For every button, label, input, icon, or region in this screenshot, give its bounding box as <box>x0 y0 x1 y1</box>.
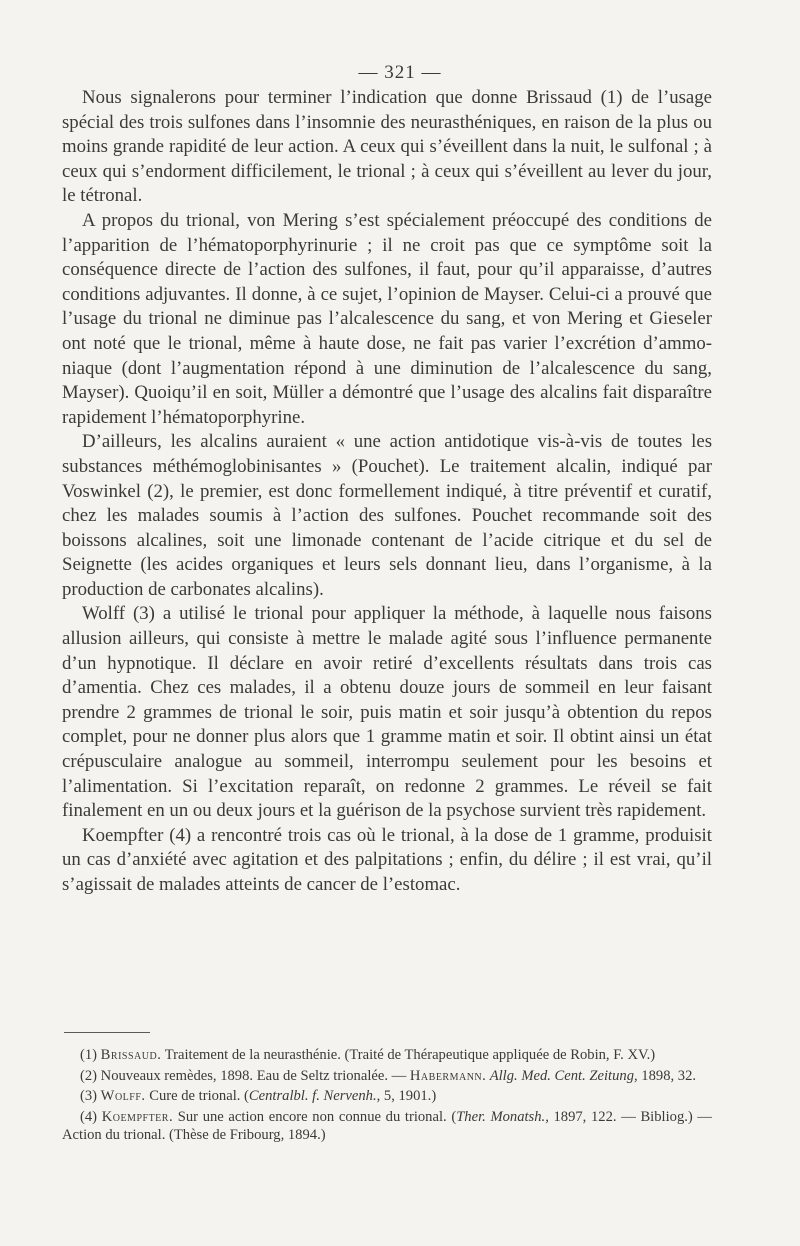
footnote-text: Cure de trional. ( <box>145 1088 249 1105</box>
footnote <box>62 1087 712 1106</box>
footnote-marker: (1) <box>80 1047 101 1063</box>
footnote-marker: (4) <box>80 1108 102 1125</box>
footnote-text: Nouveaux remèdes, 1898. Eau de Seltz trionalée. — <box>100 1067 410 1084</box>
footnote-marker: (3) <box>80 1088 101 1105</box>
paragraph: A propos du trional, von Mering s’est spécialement préoccupé des conditions de l’apparition de l’hématoporphyrinurie ; il ne croit pas que ce symptôme soit la conséquence directe de l’action des sulfones, il faut, pour qu’il apparaisse, d’autres conditions adjuvantes. Il donne, à ce sujet, l’opinion de Mayser. Celui-ci a prouvé que l’usage du trional ne diminue pas l’alcalescence du sang, et von Mering et Gieseler ont noté que le trional, même à haute dose, ne fait pas varier l’excrétion d’ammoniaque (dont l’augmentation répond à une diminution de l’alcalescence du sang, Mayser). Quoiqu’il en soit, Müller a démontré que l’usage des alcalins fait disparaître rapidement l’hématoporphyrine. <box>62 209 712 428</box>
footnote-separator <box>64 1032 150 1033</box>
footnote-text: Sur une action encore non connue du trional. ( <box>173 1108 457 1125</box>
footnote-marker: (2) <box>80 1067 101 1084</box>
footnote-author: Koempfter. <box>101 1108 174 1125</box>
paragraph: Koempfter (4) a rencontré trois cas où le trional, à la dose de 1 gramme, produisit un cas d’anxiété avec agitation et des palpitations ; enfin, du délire ; il est vrai, qu’il s’agissait de malades atteints de cancer de l’estomac. <box>62 824 712 895</box>
footnote <box>62 1046 712 1065</box>
footnote-author: Brissaud. <box>100 1047 162 1063</box>
footnote-text: 1898, 32. <box>637 1067 697 1084</box>
footnote-source: Allg. Med. Cent. Zeitung, <box>486 1067 638 1084</box>
page-number: — 321 — <box>358 62 442 83</box>
footnote-text: , 1897, 122. — Bibliog.) — Action du trional. (Thèse de Fribourg, 1894.) <box>62 1108 713 1144</box>
body-text <box>62 86 712 898</box>
footnote-text: , 5, 1901.) <box>376 1088 437 1105</box>
paragraph: Wolff (3) a utilisé le trional pour appliquer la méthode, à laquelle nous faisons allusion ailleurs, qui consiste à mettre le malade agité sous l’influence permanente d’un hypnotique. Il déclare en avoir retiré d’excellents résultats dans trois cas d’amentia. Chez ces malades, il a obtenu douze jours de sommeil en leur faisant prendre 2 grammes de trional le soir, puis matin et soir jusqu’à obtention du repos complet, pour ne donner plus alors que 1 gramme matin et soir. Il obtint ainsi un état crépusculaire analogue au sommeil, interrompu seulement pour les besoins et l’alimentation. Si l’excitation reparaît, on redonne 2 grammes. Le réveil se fait finalement en un ou deux jours et la guérison de la psychose survient très rapidement. <box>62 603 712 822</box>
paragraph: D’ailleurs, les alcalins auraient « une action antidotique vis-à-vis de toutes les substances méthémoglobinisantes » (Pouchet). Le traitement alcalin, indiqué par Voswinkel (2), le premier, est donc formellement indiqué, à titre préventif et curatif, chez les malades soumis à l’action des sulfones. Pouchet recommande soit des boissons alcalines, soit une limonade contenant de l’acide citrique et du sel de Seignette (les acides organiques et leurs sels donnant lieu, dans l’organisme, à la production de carbonates alcalins). <box>62 431 712 600</box>
footnote-author: Wolff. <box>100 1088 146 1105</box>
footnote-text: Traitement de la neurasthénie. (Traité de Thérapeutique appliquée de Robin, F. XV.) <box>161 1047 656 1063</box>
footnote-author: Habermann. <box>409 1067 487 1084</box>
footnote <box>62 1108 712 1145</box>
footnote-source: Centralbl. f. Nervenh. <box>248 1088 377 1105</box>
footnote <box>62 1067 712 1086</box>
paragraph: Nous signalerons pour terminer l’indication que donne Brissaud (1) de l’usage spécial des trois sulfones dans l’insomnie des neurasthéniques, en raison de la plus ou moins grande rapidité de leur action. A ceux qui s’éveillent dans la nuit, le sulfonal ; à ceux qui s’endorment difficilement, le trional ; à ceux qui s’éveillent au lever du jour, le tétronal. <box>62 87 712 207</box>
footnotes <box>62 1046 712 1147</box>
footnote-source: Ther. Monatsh. <box>456 1108 546 1125</box>
